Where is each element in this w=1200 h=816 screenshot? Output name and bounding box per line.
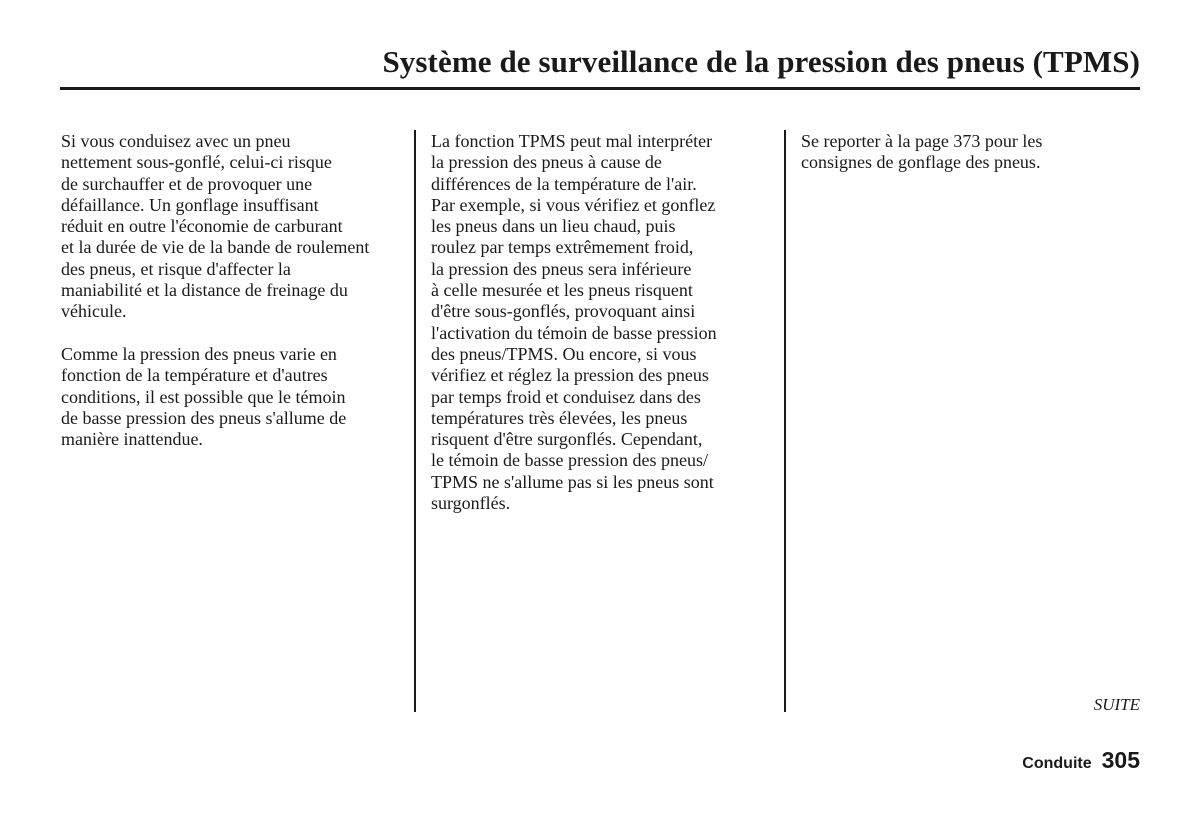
text-line: des pneus, et risque d'affecter la (61, 258, 291, 279)
text-line: consignes de gonflage des pneus. (801, 152, 1041, 173)
text-line: surgonflés. (431, 493, 511, 514)
text-line: risquent d'être surgonflés. Cependant, (431, 429, 703, 450)
text-line: La fonction TPMS peut mal interpréter (431, 131, 713, 151)
text-line: et la durée de vie de la bande de roulement (61, 237, 370, 258)
paragraph-page-reference (801, 131, 1141, 174)
text-line: de basse pression des pneus s'allume de (61, 407, 347, 428)
text-line: roulez par temps extrêmement froid, (431, 237, 694, 258)
text-line: conditions, il est possible que le témoin (61, 386, 346, 407)
title-divider (60, 87, 1140, 90)
text-line: différences de la température de l'air. (431, 173, 697, 194)
paragraph-tpms-temperature (431, 131, 771, 514)
page-title: Système de surveillance de la pression des pneus (TPMS) (382, 44, 1140, 79)
text-line: d'être sous-gonflés, provoquant ainsi (431, 301, 696, 322)
column-2 (431, 131, 771, 514)
continued-label: SUITE (1093, 695, 1140, 714)
text-line: la pression des pneus à cause de (431, 152, 662, 173)
section-name: Conduite (1022, 755, 1092, 772)
text-line: des pneus/TPMS. Ou encore, si vous (431, 343, 697, 364)
text-line: Se reporter à la page 373 pour les (801, 131, 1043, 151)
text-line: vérifiez et réglez la pression des pneus (431, 365, 709, 386)
text-line: températures très élevées, les pneus (431, 407, 688, 428)
text-line: véhicule. (61, 301, 127, 322)
text-line: par temps froid et conduisez dans des (431, 386, 701, 407)
text-line: à celle mesurée et les pneus risquent (431, 280, 693, 301)
page-number: 305 (1101, 747, 1140, 773)
text-line: de surchauffer et de provoquer une (61, 173, 313, 194)
text-line: le témoin de basse pression des pneus/ (431, 450, 708, 471)
paragraph-pressure-variation (61, 344, 401, 450)
text-line: réduit en outre l'économie de carburant (61, 216, 343, 237)
column-divider (414, 130, 416, 712)
column-1 (61, 131, 401, 450)
text-line: nettement sous-gonflé, celui-ci risque (61, 152, 332, 173)
text-line: l'activation du témoin de basse pression (431, 322, 717, 343)
text-line: TPMS ne s'allume pas si les pneus sont (431, 471, 714, 492)
column-3 (801, 131, 1141, 174)
text-line: Par exemple, si vous vérifiez et gonflez (431, 194, 716, 215)
column-divider (784, 130, 786, 712)
text-line: maniabilité et la distance de freinage du (61, 280, 348, 301)
text-line: la pression des pneus sera inférieure (431, 258, 692, 279)
text-line: manière inattendue. (61, 429, 203, 450)
text-line: fonction de la température et d'autres (61, 365, 328, 386)
text-line: Si vous conduisez avec un pneu (61, 131, 291, 151)
text-line: les pneus dans un lieu chaud, puis (431, 216, 676, 237)
paragraph-underinflation-risk (61, 131, 401, 323)
page-footer (1022, 747, 1140, 774)
text-line: Comme la pression des pneus varie en (61, 343, 337, 364)
text-line: défaillance. Un gonflage insuffisant (61, 194, 319, 215)
